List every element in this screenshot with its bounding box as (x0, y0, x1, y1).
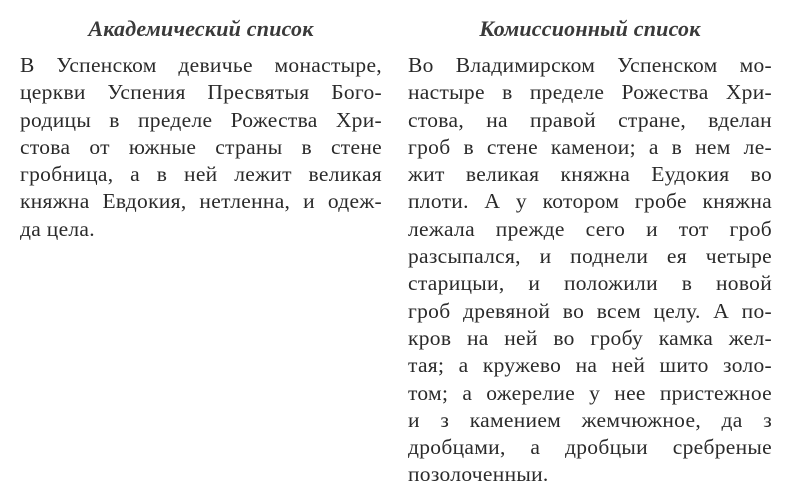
text-line: В Успенском девичье монастыре, (20, 53, 382, 77)
academic-list-text (20, 52, 382, 243)
text-line: гробница, а в ней лежит великая (20, 162, 382, 187)
text-line: родицы в пределе Рожества Хри- (20, 107, 382, 132)
text-line: настыре в пределе Рожества Хри- (408, 80, 772, 105)
text-line: кров на ней во гробу камка жел- (408, 325, 772, 350)
commission-list-title: Комиссионный список (479, 16, 701, 41)
text-line: гроб в стене каменои; а в нем ле- (408, 134, 772, 159)
academic-list-title: Академический список (88, 16, 314, 41)
text-line: церкви Успения Пресвятыя Бого- (20, 80, 382, 105)
text-line: гроб древяной во всем целу. А по- (408, 298, 772, 323)
commission-list-text (408, 52, 772, 489)
text-line: стова от южные страны в стене (20, 134, 382, 159)
text-line: Во Владимирском Успенском мо- (408, 53, 772, 77)
text-line: тая; а кружево на ней шито золо- (408, 353, 772, 378)
text-line: стова, на правой стране, вделан (408, 107, 772, 132)
text-line: дробцами, а дробцыи сребреные (408, 435, 772, 460)
text-line: лежала прежде сего и тот гроб (408, 216, 772, 241)
text-line: старицыи, и положили в новой (408, 271, 772, 296)
text-line: да цела. (20, 216, 95, 241)
text-line: и з камением жемчюжное, да з (408, 407, 772, 432)
text-line: жит великая княжна Еудокия во (408, 162, 772, 187)
text-line: княжна Евдокия, нетленна, и одеж- (20, 189, 382, 214)
text-line: плоти. А у котором гробе княжна (408, 189, 772, 214)
text-line: позолоченныи. (408, 462, 549, 487)
text-line: том; а ожерелие у нее пристежное (408, 380, 772, 405)
text-line: разсыпался, и поднели ея четыре (408, 244, 772, 269)
